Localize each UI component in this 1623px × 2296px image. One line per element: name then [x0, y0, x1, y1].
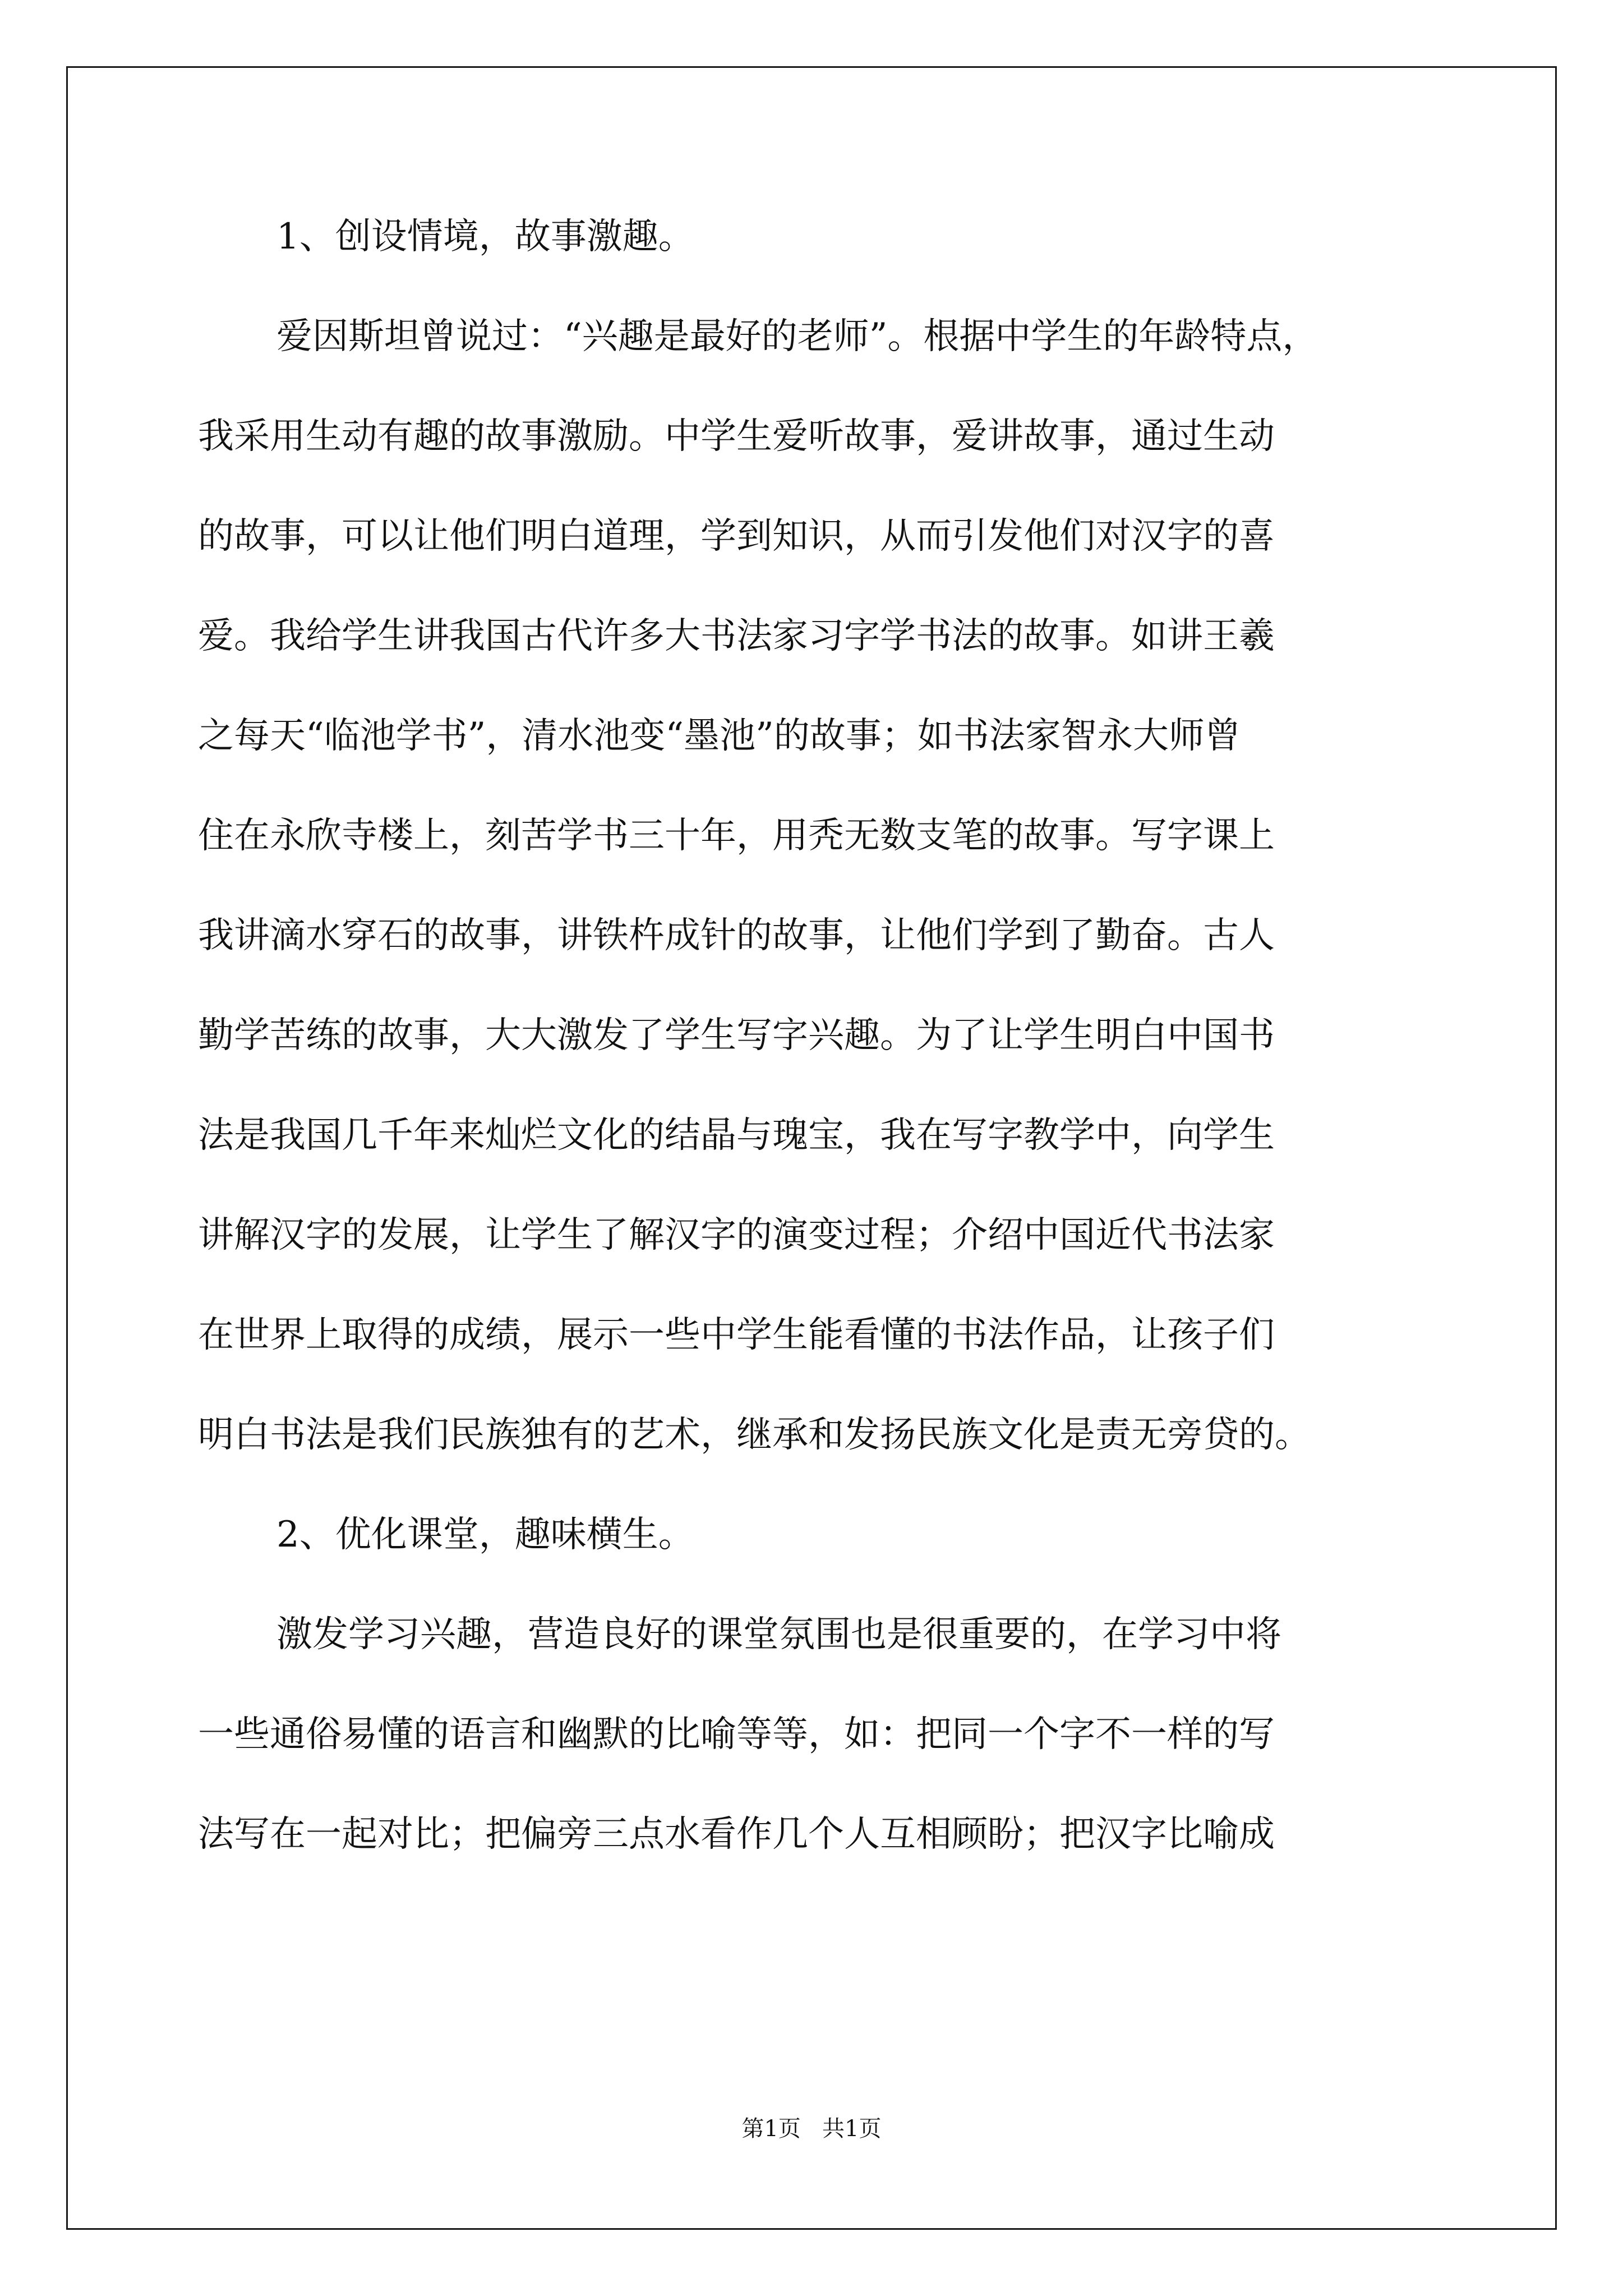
- paragraph-line: 一些通俗易懂的语言和幽默的比喻等等，如：把同一个字不一样的写: [198, 1714, 1275, 1755]
- section-heading-2: 2、优化课堂，趣味横生。: [276, 1514, 694, 1556]
- paragraph-line: 我采用生动有趣的故事激励。中学生爱听故事，爱讲故事，通过生动: [198, 416, 1275, 457]
- paragraph-line: 法是我国几千年来灿烂文化的结晶与瑰宝，我在写字教学中，向学生: [198, 1115, 1275, 1156]
- paragraph-line: 勤学苦练的故事，大大激发了学生写字兴趣。为了让学生明白中国书: [198, 1015, 1275, 1056]
- paragraph-line: 之每天“临池学书”，清水池变“墨池”的故事；如书法家智永大师曾: [198, 715, 1241, 757]
- paragraph-line: 的故事，可以让他们明白道理，学到知识，从而引发他们对汉字的喜: [198, 516, 1275, 557]
- paragraph-line: 爱。我给学生讲我国古代许多大书法家习字学书法的故事。如讲王羲: [198, 615, 1275, 657]
- document-body: [198, 212, 1429, 1910]
- paragraph-line: 明白书法是我们民族独有的艺术，继承和发扬民族文化是责无旁贷的。: [198, 1414, 1311, 1456]
- section-paragraph-1: [198, 312, 1429, 1460]
- paragraph-line: 我讲滴水穿石的故事，讲铁杵成针的故事，让他们学到了勤奋。古人: [198, 915, 1275, 956]
- section-heading-1: 1、创设情境，故事激趣。: [276, 216, 694, 257]
- paragraph-line: 法写在一起对比；把偏旁三点水看作几个人互相顾盼；把汉字比喻成: [198, 1814, 1275, 1855]
- paragraph-line: 爱因斯坦曾说过：“兴趣是最好的老师”。根据中学生的年龄特点，: [276, 316, 1318, 357]
- page-number-footer: 第1页 共1页: [741, 2116, 882, 2142]
- paragraph-line: 住在永欣寺楼上，刻苦学书三十年，用秃无数支笔的故事。写字课上: [198, 815, 1275, 857]
- section-paragraph-2: [198, 1610, 1429, 1859]
- paragraph-line: 在世界上取得的成绩，展示一些中学生能看懂的书法作品，让孩子们: [198, 1314, 1275, 1356]
- paragraph-line: 激发学习兴趣，营造良好的课堂氛围也是很重要的，在学习中将: [276, 1614, 1281, 1655]
- paragraph-line: 讲解汉字的发展，让学生了解汉字的演变过程；介绍中国近代书法家: [198, 1214, 1275, 1256]
